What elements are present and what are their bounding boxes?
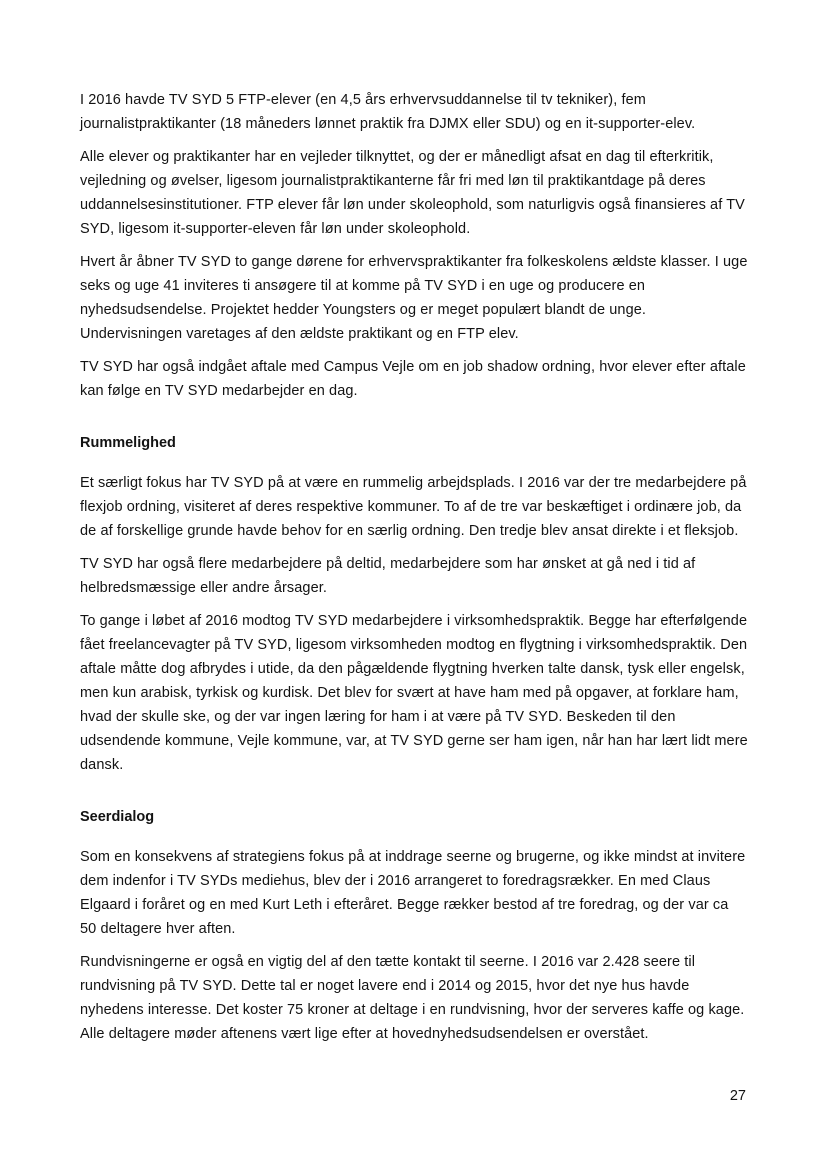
paragraph-deltid: TV SYD har også flere medarbejdere på deltid, medarbejdere som har ønsket at gå ned i tid af helbredsmæssige eller andre årsager. (80, 556, 696, 596)
paragraph-youngsters: Hvert år åbner TV SYD to gange dørene for erhvervspraktikanter fra folkeskolens ældste klasser. I uge seks og uge 41 inviteres ti ansøgere til at komme på TV SYD i en uge og producere en nyhedsudsendelse. Projektet hedder Youngsters og er meget populært blandt de unge. Undervisningen varetages af den ældste praktikant og en FTP elev. (80, 254, 748, 342)
paragraph-job-shadow: TV SYD har også indgået aftale med Campus Vejle om en job shadow ordning, hvor elever efter aftale kan følge en TV SYD medarbejder en dag. (80, 359, 746, 399)
paragraph-vejleder: Alle elever og praktikanter har en vejleder tilknyttet, og der er månedligt afsat en dag til efterkritik, vejledning og øvelser, ligesom journalistpraktikanterne får fri med løn til praktikantdage på deres uddannelsesinstitutioner. FTP elever får løn under skoleophold, som naturligvis også finansieres af TV SYD, ligesom it-supporter-eleven får løn under skoleophold. (80, 149, 745, 237)
section-heading-rummelighed: Rummelighed (80, 435, 176, 451)
page-number: 27 (729, 1088, 746, 1104)
section-heading-seerdialog: Seerdialog (80, 809, 155, 825)
document-body (80, 88, 748, 1055)
paragraph-flexjob: Et særligt fokus har TV SYD på at være en rummelig arbejdsplads. I 2016 var der tre medarbejdere på flexjob ordning, visiteret af deres respektive kommuner. To af de tre var beskæftiget i ordinære job, da de af forskellige grunde havde behov for en særlig ordning. Den tredje blev ansat direkte i et fleksjob. (80, 475, 747, 539)
paragraph-ftp-elever: I 2016 havde TV SYD 5 FTP-elever (en 4,5 års erhvervsuddannelse til tv tekniker), fem journalistpraktikanter (18 måneders lønnet praktik fra DJMX eller SDU) og en it-supporter-elev. (80, 92, 696, 132)
paragraph-virksomhedspraktik: To gange i løbet af 2016 modtog TV SYD medarbejdere i virksomhedspraktik. Begge har efterfølgende fået freelancevagter på TV SYD, ligesom virksomheden modtog en flygtning i virksomhedspraktik. Den aftale måtte dog afbrydes i utide, da den pågældende flygtning hverken talte dansk, tysk eller engelsk, men kun arabisk, tyrkisk og kurdisk. Det blev for svært at have ham med på opgaver, at forklare ham, hvad der skulle ske, og der var ingen læring for ham i at være på TV SYD. Beskeden til den udsendende kommune, Vejle kommune, var, at TV SYD gerne ser ham igen, når han har lært lidt mere dansk. (80, 613, 748, 773)
paragraph-foredrag: Som en konsekvens af strategiens fokus på at inddrage seerne og brugerne, og ikke mindst at invitere dem indenfor i TV SYDs mediehus, blev der i 2016 arrangeret to foredragsrækker. En med Claus Elgaard i foråret og en med Kurt Leth i efteråret. Begge rækker bestod af tre foredrag, og der var ca 50 deltagere hver aften. (80, 849, 746, 937)
paragraph-rundvisninger: Rundvisningerne er også en vigtig del af den tætte kontakt til seerne. I 2016 var 2.428 seere til rundvisning på TV SYD. Dette tal er noget lavere end i 2014 og 2015, hvor det nye hus havde nyhedens interesse. Det koster 75 kroner at deltage i en rundvisning, hvor der serveres kaffe og kage. Alle deltagere møder aftenens vært lige efter at hovednyhedsudsendelsen er overstået. (80, 954, 745, 1042)
